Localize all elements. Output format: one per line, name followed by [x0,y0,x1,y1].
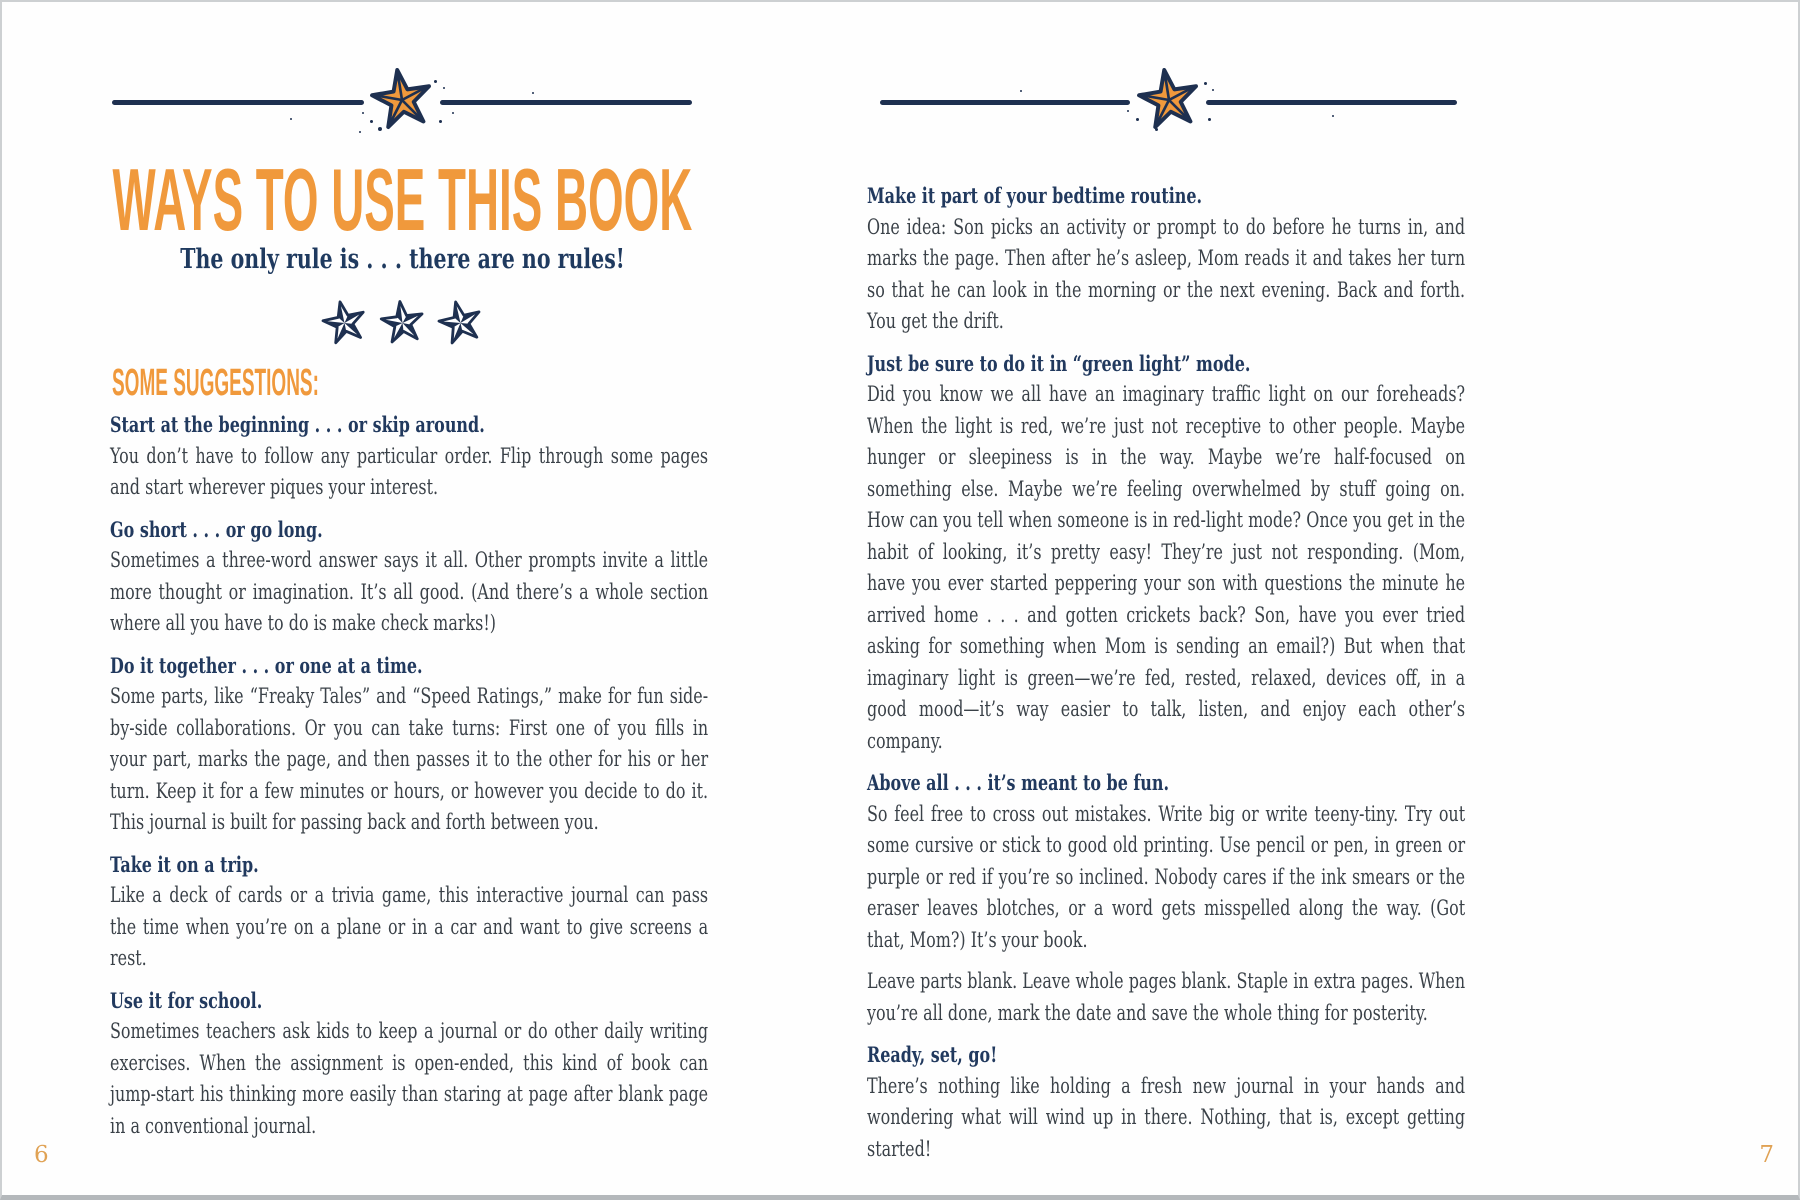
suggestion-section [110,409,708,504]
page-subtitle-text: The only rule is . . . there are no rules! [180,244,625,275]
ink-speck [1155,128,1158,131]
ink-speck [378,127,382,131]
suggestion-body: Some parts, like “Freaky Tales” and “Speed Ratings,” make for fun side-by-side collaborations. Or you can take turns: First one of you fills in your part, marks the page, and then passes it to the other for his or her turn. Keep it for a few minutes or hours, or however you decide to do it. This journal is built for passing back and forth between you. [110,684,709,834]
ink-speck [370,120,373,123]
page-number: 6 [34,1142,49,1168]
left-text-column [110,409,708,1152]
right-text-column [867,180,1467,1175]
suggestion-heading: Start at the beginning . . . or skip around. [110,412,485,437]
suggestion-section [867,180,1465,338]
section-label-text: SOME SUGGESTIONS: [112,362,319,404]
ink-speck [1212,89,1214,91]
divider-line [880,100,1130,105]
ink-speck [362,112,364,114]
ink-speck [359,131,361,133]
star-icon [376,295,429,350]
divider-line [1206,100,1457,105]
ink-speck [452,112,454,114]
suggestion-section [110,514,708,640]
suggestion-section [110,650,708,839]
suggestion-body: Like a deck of cards or a trivia game, this interactive journal can pass the time when you’re on a plane or in a car and want to give screens a rest. [110,883,709,970]
suggestion-heading: Just be sure to do it in “green light” mode. [867,350,1251,376]
ink-speck [434,80,437,83]
suggestion-section [867,966,1465,1029]
suggestion-body: Sometimes teachers ask kids to keep a journal or do other daily writing exercises. When the assignment is open-ended, this kind of book can jump-start his thinking more easily than staring at page after blank page in a conventional journal. [110,1019,709,1138]
page-number: 7 [1759,1142,1774,1168]
ink-speck [1208,118,1211,121]
suggestion-heading: Above all . . . it’s meant to be fun. [867,770,1170,795]
suggestion-body: There’s nothing like holding a fresh new journal in your hands and wondering what will wind up in there. Nothing, that is, except getting started! [867,1073,1466,1161]
ink-speck [1136,118,1139,121]
right-divider [880,60,1457,152]
ink-speck [290,118,292,120]
page-title-text: WAYS TO USE THIS BOOK [112,150,693,249]
ink-speck [1332,115,1334,117]
suggestion-body: Did you know we all have an imaginary traffic light on our foreheads? When the light is red, we’re just not receptive to other people. Maybe hunger or sleepiness is in the way. Maybe we’re half-focused on something else. Maybe we’re feeling overwhelmed by stuff going on. How can you tell when someone is in red-light mode? Once you get in the habit of looking, it’s pretty easy! They’re just not responding. (Mom, have you ever started peppering your son with questions the minute he arrived home . . . and gotten crickets back? Son, have you ever tried asking for something when Mom is sending an email?) But when that imaginary light is green—we’re fed, rested, relaxed, devices off, in a good mood—it’s way easier to talk, listen, and enjoy each other’s company. [867,382,1466,753]
suggestion-section [110,849,708,975]
star-icon [316,294,372,353]
suggestion-heading: Go short . . . or go long. [110,516,323,542]
divider-line [440,100,692,105]
ink-speck [532,92,534,94]
suggestion-heading: Do it together . . . or one at a time. [110,652,423,678]
section-label [112,364,512,406]
suggestion-heading: Use it for school. [110,987,263,1013]
suggestion-body: One idea: Son picks an activity or prompt to do before he turns in, and marks the page. Then after he’s asleep, Mom reads it and takes her turn so that he can look in the morning or the next evening. Back and forth. You get the drift. [867,214,1466,333]
suggestion-section [110,985,708,1143]
suggestion-body: So feel free to cross out mistakes. Write big or write teeny-tiny. Try out some cursive or stick to good old printing. Use pencil or pen, in green or purple or red if you’re so inclined. Nobody cares if the ink smears or the eraser leaves blotches, or a word gets misspelled along the way. (Got that, Mom?) It’s your book. [867,801,1466,952]
left-divider [112,60,692,152]
divider-star-icon [364,59,440,140]
ink-speck [1020,90,1022,92]
ink-speck [439,120,442,123]
suggestion-body: You don’t have to follow any particular order. Flip through some pages and start wherever piques your interest. [110,443,709,499]
star-icon [432,293,489,352]
divider-star-icon [1130,59,1206,140]
ink-speck [1127,110,1129,112]
page-title [106,150,699,249]
suggestion-body: Leave parts blank. Leave whole pages blank. Staple in extra pages. When you’re all done, mark the date and save the whole thing for posterity. [867,969,1466,1025]
suggestion-section [867,1039,1465,1165]
suggestion-heading: Take it on a trip. [110,851,259,877]
page-subtitle [165,244,640,280]
suggestion-section [867,348,1465,758]
suggestion-heading: Make it part of your bedtime routine. [867,183,1203,208]
suggestion-heading: Ready, set, go! [867,1042,998,1067]
ink-speck [1204,82,1207,85]
suggestion-section [867,767,1465,956]
ink-speck [443,87,445,89]
divider-line [112,100,364,105]
three-stars-ornament [321,298,485,348]
suggestion-body: Sometimes a three-word answer says it all. Other prompts invite a little more thought or imagination. It’s all good. (And there’s a whole section where all you have to do is make check marks!) [110,548,709,635]
